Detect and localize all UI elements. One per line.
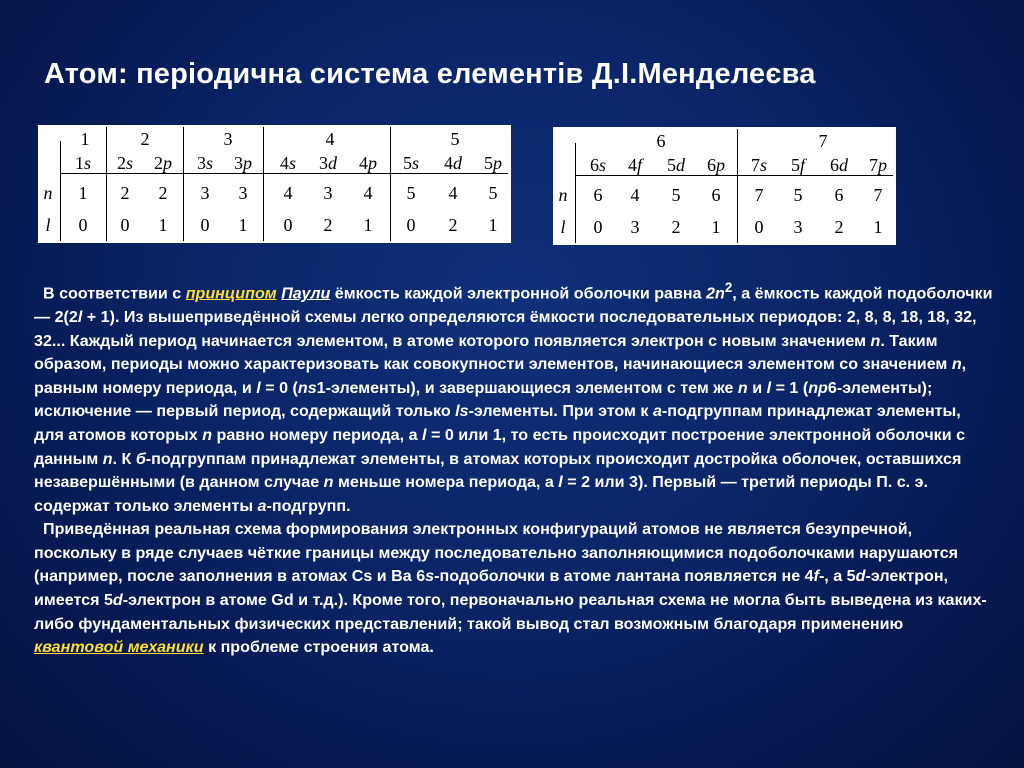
text-span: -электрон в атоме Gd и т.д.). Кроме того, первоначально реальная схема не могла быть выведена из каких-либо фундаментальных физических представлений; такой вывод стал возможным благодаря применению [34, 591, 987, 633]
formula-var: n [102, 449, 113, 468]
subshell-label [707, 156, 725, 174]
table-vertical-rule [390, 127, 391, 241]
l-value: 0 [593, 217, 603, 237]
l-value: 2 [671, 217, 681, 237]
subshell-l: p [493, 153, 502, 173]
period-header: 5 [450, 129, 460, 149]
l-value: 2 [448, 215, 458, 235]
n-value: 6 [593, 185, 603, 205]
l-value: 0 [283, 215, 293, 235]
n-value: 1 [78, 183, 88, 203]
subshell-n: 5 [790, 155, 800, 175]
subshell-n: 5 [484, 153, 493, 173]
subshell-label [154, 154, 172, 172]
subshell-label [403, 154, 419, 172]
subshell-label [751, 156, 767, 174]
formula-var: d [855, 567, 866, 586]
row-label-n: n [43, 183, 53, 203]
text-span: Приведённая реальная схема формирования электронных конфигураций атомов не является безупречной, поскольку в ряде случаев чёткие границы между последовательно заполняющимися подоболочками нарушаются (например, после заполнения в атомах Cs и Ba 6 [34, 520, 959, 586]
text-span: ёмкость каждой электронной оболочки равна [330, 284, 707, 303]
n-value: 4 [283, 183, 293, 203]
l-value: 3 [793, 217, 803, 237]
subshell-l: s [83, 153, 92, 173]
subshell-n: 3 [234, 153, 243, 173]
n-value: 3 [238, 183, 248, 203]
subshell-label [830, 156, 848, 174]
table-vertical-rule [106, 127, 107, 241]
text-span: 1-элементы), и завершающиеся элементом с тем же [316, 378, 738, 397]
subshell-l: d [328, 153, 337, 173]
n-value: 7 [873, 185, 883, 205]
subshell-label [444, 154, 462, 172]
formula-var: б [135, 449, 146, 468]
subshell-label [117, 154, 133, 172]
subshell-n: 4 [627, 155, 637, 175]
subshell-n: 6 [707, 155, 716, 175]
subshell-n: 2 [154, 153, 163, 173]
subshell-l: f [636, 155, 643, 175]
superscript: 2 [724, 280, 733, 295]
slide-title: Атом: періодична система елементів Д.І.Менделеєва [44, 58, 816, 90]
period-header: 7 [818, 131, 828, 151]
subshell-label [590, 156, 606, 174]
n-value: 6 [711, 185, 721, 205]
n-value: 3 [323, 183, 333, 203]
subshell-label [791, 156, 805, 174]
subshell-label [628, 156, 642, 174]
n-value: 4 [448, 183, 458, 203]
text-span: , а ёмкость каждой подоболочки — 2(2 [34, 284, 993, 326]
n-value: 2 [158, 183, 168, 203]
text-span: и [747, 378, 767, 397]
subshell-n: 6 [589, 155, 599, 175]
subshell-l: p [716, 155, 725, 175]
l-value: 1 [363, 215, 373, 235]
subshell-n: 6 [830, 155, 839, 175]
table-vertical-rule [575, 143, 576, 243]
text-span: меньше номера периода, а [333, 473, 559, 492]
link-pauli[interactable]: Паули [281, 284, 331, 303]
text-span: -подгрупп. [266, 496, 351, 515]
subshell-label [869, 156, 887, 174]
formula-var: l [77, 307, 83, 326]
link-quantum-mechanics[interactable]: квантовой механики [34, 638, 204, 657]
l-value: 1 [488, 215, 498, 235]
subshell-table-periods-1-5 [38, 125, 511, 243]
subshell-l: d [676, 155, 685, 175]
formula-var: а [652, 402, 662, 421]
n-value: 2 [120, 183, 130, 203]
text-span: -подгруппам принадлежат элементы, в атомах которых происходит достройка оболочек, оставшихся незавершёнными (в данном случае [34, 449, 962, 492]
subshell-l: s [125, 153, 134, 173]
subshell-l: p [163, 153, 172, 173]
text-span: -, а 5 [818, 567, 856, 586]
paragraph-2 [34, 518, 994, 660]
period-header: 6 [656, 131, 666, 151]
subshell-n: 4 [444, 153, 453, 173]
formula-var: d [112, 591, 123, 610]
n-value: 4 [630, 185, 640, 205]
row-label-l: l [560, 217, 566, 237]
formula-var: n [737, 378, 748, 397]
l-value: 0 [78, 215, 88, 235]
subshell-l: s [598, 155, 607, 175]
subshell-n: 3 [319, 153, 328, 173]
subshell-l: d [839, 155, 848, 175]
n-value: 5 [406, 183, 416, 203]
subshell-label [484, 154, 502, 172]
formula-var: np [808, 378, 828, 397]
subshell-l: p [243, 153, 252, 173]
n-value: 6 [834, 185, 844, 205]
l-value: 0 [200, 215, 210, 235]
l-value: 2 [323, 215, 333, 235]
formula-var: l [422, 425, 427, 444]
table-vertical-rule [737, 129, 738, 243]
subshell-label [234, 154, 252, 172]
subshell-n: 3 [196, 153, 206, 173]
subshell-n: 7 [869, 155, 878, 175]
text-span: = 0 ( [260, 378, 298, 397]
table-vertical-rule [183, 127, 184, 241]
n-value: 5 [488, 183, 498, 203]
text-span: . К [112, 449, 136, 468]
subshell-l: d [453, 153, 462, 173]
n-value: 7 [754, 185, 764, 205]
subshell-table-periods-6-7 [553, 127, 896, 245]
subshell-label [197, 154, 213, 172]
formula-var: n [951, 355, 962, 374]
table-vertical-rule [263, 127, 264, 241]
subshell-label [75, 154, 91, 172]
text-span: -элементы. При этом к [468, 402, 653, 421]
l-value: 0 [120, 215, 130, 235]
subshell-n: 1 [74, 153, 84, 173]
l-value: 0 [406, 215, 416, 235]
subshell-label [319, 154, 337, 172]
paragraph-1 [34, 276, 994, 518]
subshell-label [280, 154, 296, 172]
text-span: 6-элементы); исключение — первый период, содержащий только [34, 378, 933, 421]
formula-var: l [766, 378, 772, 397]
period-header: 4 [325, 129, 335, 149]
text-span: В соответствии с [43, 284, 186, 303]
l-value: 1 [873, 217, 883, 237]
subshell-n: 7 [750, 155, 760, 175]
subshell-l: s [288, 153, 297, 173]
n-value: 5 [793, 185, 803, 205]
formula-var: 2n [706, 284, 725, 303]
text-span: + 1). Из вышеприведённой схемы легко определяются ёмкости последовательных периодов: 2, 8, 8, 18, 18, 32, 32... Каждый период начинается элементом, в атоме которого появляется электрон с новым значением [34, 307, 977, 350]
formula-var: n [323, 473, 334, 492]
n-value: 5 [671, 185, 681, 205]
subshell-n: 5 [402, 153, 412, 173]
n-value: 4 [363, 183, 373, 203]
formula-var: ns [297, 378, 317, 397]
subshell-l: s [205, 153, 214, 173]
formula-var: s [425, 567, 435, 586]
formula-var: f [813, 567, 819, 586]
text-span: -подгруппам принадлежат элементы, для атомов которых [34, 402, 961, 444]
text-span: -подоболочки в атоме лантана появляется не 4 [434, 567, 814, 586]
text-span: равно номеру периода, а [212, 425, 422, 444]
formula-var: n [202, 425, 213, 444]
text-span: = 0 или 1, то есть происходит построение электронной оболочки с данным [34, 425, 966, 468]
subshell-l: f [799, 155, 806, 175]
text-span: к проблеме строения атома. [203, 638, 434, 657]
subshell-n: 4 [279, 153, 289, 173]
formula-var: ls [455, 402, 469, 421]
n-value: 3 [200, 183, 210, 203]
formula-var: l [558, 473, 563, 492]
text-span: . Таким образом, периоды можно характеризовать как совокупности элементов, начинающиеся элементом со значением [34, 331, 952, 374]
subshell-l: s [759, 155, 768, 175]
subshell-n: 4 [359, 153, 368, 173]
link-principle[interactable]: принципом [185, 284, 277, 303]
l-value: 1 [711, 217, 721, 237]
text-span: -электрон, имеется 5 [34, 567, 949, 610]
subshell-l: p [878, 155, 887, 175]
text-span: , равным номеру периода, и [34, 355, 967, 397]
l-value: 0 [754, 217, 764, 237]
period-header: 1 [80, 129, 90, 149]
subshell-l: p [368, 153, 377, 173]
table-horizontal-rule [575, 175, 893, 176]
l-value: 2 [834, 217, 844, 237]
row-label-n: n [558, 185, 568, 205]
formula-var: а [257, 496, 267, 515]
period-header: 3 [223, 129, 233, 149]
subshell-l: s [411, 153, 420, 173]
table-vertical-rule [60, 141, 61, 241]
l-value: 1 [238, 215, 248, 235]
formula-var: n [870, 331, 881, 350]
subshell-label [667, 156, 685, 174]
subshell-n: 2 [116, 153, 126, 173]
body-text [34, 276, 994, 660]
subshell-label [359, 154, 377, 172]
formula-var: l [256, 378, 261, 397]
text-span: = 1 ( [771, 378, 809, 397]
period-header: 2 [140, 129, 150, 149]
l-value: 3 [630, 217, 640, 237]
subshell-n: 5 [667, 155, 676, 175]
l-value: 1 [158, 215, 168, 235]
row-label-l: l [45, 215, 51, 235]
table-horizontal-rule [60, 173, 508, 174]
text-span: = 2 или 3). Первый — третий периоды П. с. э. содержат только элементы [34, 473, 928, 515]
